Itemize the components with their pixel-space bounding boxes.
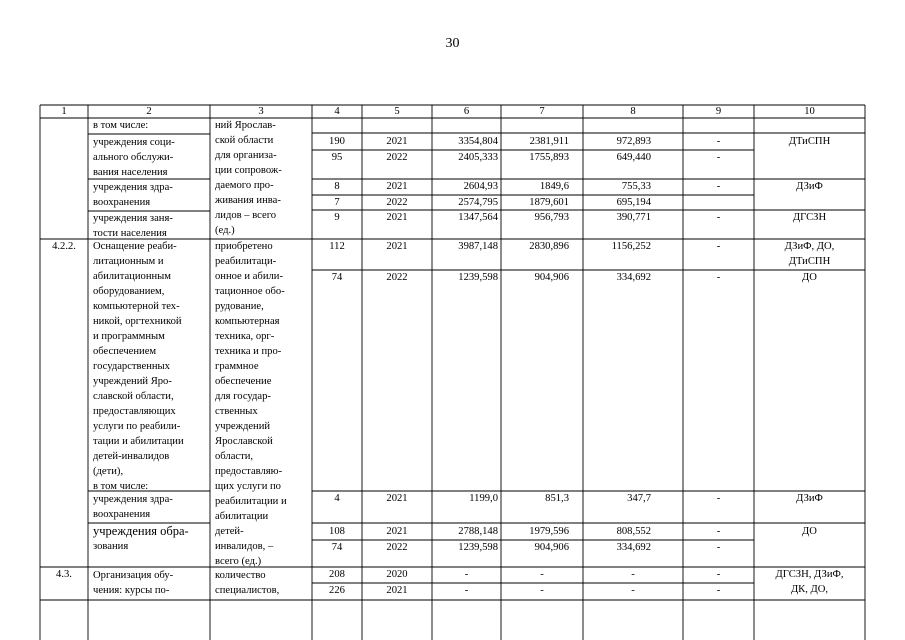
cell: 2022 bbox=[386, 197, 408, 208]
cell: 904,906 bbox=[534, 542, 569, 553]
cell: - bbox=[631, 569, 635, 580]
cell: 2021 bbox=[386, 526, 408, 537]
cell: 9 bbox=[334, 212, 340, 223]
cell: 904,906 bbox=[534, 272, 569, 283]
cell: 3987,148 bbox=[458, 241, 498, 252]
cell: 1239,598 bbox=[458, 542, 498, 553]
cell: 1239,598 bbox=[458, 272, 498, 283]
cell: 4 bbox=[334, 493, 340, 504]
cell-org: ДО bbox=[802, 272, 817, 283]
header-col-10: 10 bbox=[804, 106, 815, 117]
col3-text-b: приобретено реабилитаци- онное и абили- тационное обо- рудование, компьютерная техника, орг- техника и про- граммное обеспечение для государ- ственных учреждений Ярославской области, предоставляю- щих услуги по реабилитации и абилитации детей- инвалидов, – всего (ед.) bbox=[215, 241, 287, 567]
cell: - bbox=[716, 493, 721, 504]
header-col-2: 2 bbox=[146, 106, 152, 117]
cell: 755,33 bbox=[621, 181, 651, 192]
cell: 2574,795 bbox=[458, 197, 498, 208]
cell: 2381,911 bbox=[529, 136, 569, 147]
cell: 1879,601 bbox=[529, 197, 569, 208]
cell: 390,771 bbox=[616, 212, 651, 223]
cell: 208 bbox=[329, 569, 345, 580]
cell: 1199,0 bbox=[469, 493, 498, 504]
cell: - bbox=[716, 569, 721, 580]
row-label-health: учреждения здра- воохранения bbox=[93, 182, 173, 208]
cell-org: ДЗиФ, ДО, ДТиСПН bbox=[784, 241, 835, 267]
cell-org: ДГСЗН, ДЗиФ, ДК, ДО, bbox=[775, 569, 844, 595]
row-label-training: Организация обу- чения: курсы по- bbox=[93, 570, 174, 596]
header-col-8: 8 bbox=[630, 106, 636, 117]
cell: 649,440 bbox=[616, 152, 651, 163]
row-label-education: учреждения обра- зования bbox=[93, 524, 189, 552]
cell: 1849,6 bbox=[539, 181, 569, 192]
cell: 2021 bbox=[386, 212, 408, 223]
cell: 2021 bbox=[386, 181, 408, 192]
cell: 190 bbox=[329, 136, 345, 147]
row-label-health-2: учреждения здра- воохранения bbox=[93, 494, 173, 520]
cell: - bbox=[716, 181, 721, 192]
cell: - bbox=[464, 585, 469, 596]
cell: 2021 bbox=[386, 241, 408, 252]
col3-text-a: ний Ярослав- ской области для организа- ции сопровож- даемого про- живания инва- лидов – всего (ед.) bbox=[215, 120, 282, 236]
cell: 8 bbox=[334, 181, 340, 192]
cell: 2022 bbox=[386, 152, 408, 163]
cell: 695,194 bbox=[616, 197, 651, 208]
header-col-6: 6 bbox=[463, 106, 470, 117]
cell-org: ДО bbox=[802, 526, 817, 537]
cell: - bbox=[716, 272, 721, 283]
cell: 2021 bbox=[386, 585, 408, 596]
cell: - bbox=[716, 136, 721, 147]
cell: 808,552 bbox=[616, 526, 651, 537]
row-label-employment: учреждения заня- тости населения bbox=[93, 213, 173, 239]
row-label-social: учреждения соци- ального обслужи- вания населения bbox=[93, 137, 175, 178]
cell: 956,793 bbox=[534, 212, 569, 223]
header-col-7: 7 bbox=[539, 106, 545, 117]
page-number: 30 bbox=[445, 36, 460, 51]
cell: 1347,564 bbox=[458, 212, 498, 223]
cell: - bbox=[716, 585, 721, 596]
row-label-including: в том числе: bbox=[93, 120, 149, 131]
cell-org: ДТиСПН bbox=[788, 136, 831, 147]
cell: 95 bbox=[331, 152, 343, 163]
cell: - bbox=[631, 585, 635, 596]
cell: - bbox=[540, 569, 544, 580]
cell: - bbox=[540, 585, 544, 596]
cell: 1979,596 bbox=[529, 526, 569, 537]
row-number: 4.2.2. bbox=[52, 241, 76, 252]
cell: 2405,333 bbox=[458, 152, 498, 163]
cell: 7 bbox=[334, 197, 340, 208]
row-label-equipment: Оснащение реаби- литационным и абилитационным оборудованием, компьютерной тех- никой, оргтехникой и программным обеспечением государственных учреждений Яро- славской области, предоставляющих услуги по реабили- тации и абилитации детей-инвалидов (дети), в том числе: bbox=[93, 241, 184, 492]
cell: 347,7 bbox=[627, 493, 651, 504]
cell: 2022 bbox=[386, 272, 408, 283]
cell: - bbox=[716, 152, 721, 163]
cell: - bbox=[464, 569, 469, 580]
cell: 2788,148 bbox=[458, 526, 498, 537]
header-col-5: 5 bbox=[394, 106, 400, 117]
cell: - bbox=[716, 212, 721, 223]
row-number: 4.3. bbox=[56, 569, 72, 580]
cell: 74 bbox=[331, 542, 343, 553]
cell: 2830,896 bbox=[529, 241, 569, 252]
header-col-1: 1 bbox=[61, 106, 67, 117]
cell: - bbox=[716, 241, 721, 252]
cell: 851,3 bbox=[545, 493, 569, 504]
cell: - bbox=[716, 526, 721, 537]
header-col-3: 3 bbox=[258, 106, 264, 117]
cell: 2021 bbox=[386, 493, 408, 504]
cell: - bbox=[716, 542, 721, 553]
cell: 74 bbox=[331, 272, 343, 283]
cell-org: ДГСЗН bbox=[792, 212, 827, 223]
cell: 1755,893 bbox=[529, 152, 569, 163]
header-col-9: 9 bbox=[715, 106, 722, 117]
cell: 112 bbox=[329, 241, 345, 252]
cell: 2020 bbox=[386, 569, 408, 580]
cell: 972,893 bbox=[616, 136, 651, 147]
cell: 108 bbox=[329, 526, 345, 537]
cell-org: ДЗиФ bbox=[796, 493, 823, 504]
cell: 2021 bbox=[386, 136, 408, 147]
cell: 334,692 bbox=[616, 542, 651, 553]
cell: 3354,804 bbox=[458, 136, 498, 147]
col3-text-c: количество специалистов, bbox=[215, 570, 280, 596]
cell: 226 bbox=[329, 585, 345, 596]
cell: 334,692 bbox=[616, 272, 651, 283]
cell: 1156,252 bbox=[611, 241, 651, 252]
header-col-4: 4 bbox=[334, 106, 340, 117]
cell-org: ДЗиФ bbox=[796, 181, 823, 192]
cell: 2022 bbox=[386, 542, 408, 553]
cell: 2604,93 bbox=[463, 181, 498, 192]
